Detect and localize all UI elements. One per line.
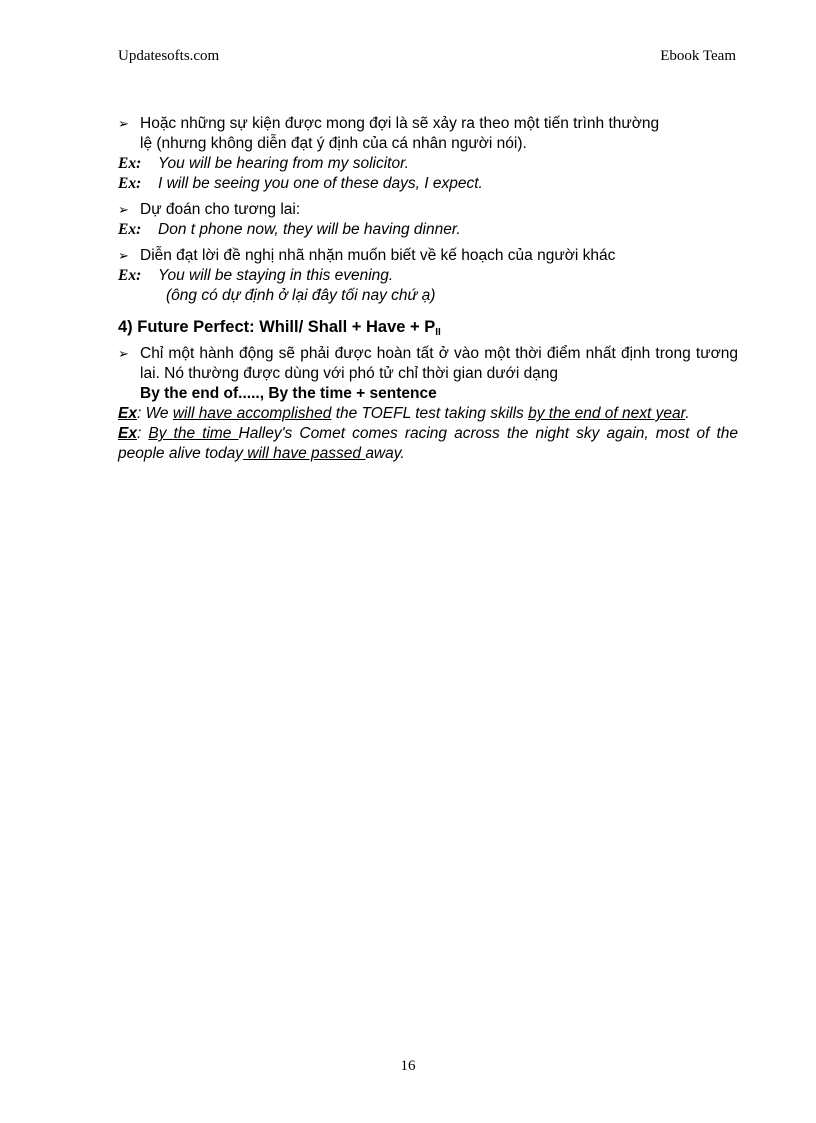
example-text: Don t phone now, they will be having dinner. <box>158 221 461 238</box>
example-label: Ex: <box>118 175 142 192</box>
bullet-text: lệ (nhưng không diễn đạt ý định của cá nhân người nói). <box>140 135 527 152</box>
example-paragraph <box>118 424 738 464</box>
example-label: Ex: <box>118 155 142 172</box>
bullet-text: Diễn đạt lời đề nghị nhã nhặn muốn biết về kế hoạch của người khác <box>140 247 616 264</box>
section-title <box>118 316 738 344</box>
example-text: I will be seeing you one of these days, I expect. <box>158 175 483 192</box>
example-line <box>118 220 738 240</box>
example-label: Ex: <box>118 221 142 238</box>
arrow-bullet-icon: ➢ <box>118 202 129 217</box>
section-title-text: 4) Future Perfect: Whill/ Shall + Have + P <box>118 318 436 336</box>
page-header <box>118 48 736 68</box>
header-team-name: Ebook Team <box>660 48 736 64</box>
example-line <box>118 266 738 286</box>
header-site-name: Updatesofts.com <box>118 48 220 64</box>
bullet-text: Hoặc những sự kiện được mong đợi là sẽ xảy ra theo một tiến trình thường <box>140 115 660 132</box>
bullet-routine-events <box>118 114 738 154</box>
example-line <box>118 174 738 194</box>
example-text: . <box>685 405 690 422</box>
example-text: You will be staying in this evening. <box>158 267 394 284</box>
example-paragraph <box>118 404 738 424</box>
bullet-future-prediction <box>118 200 738 220</box>
example-label: Ex: <box>118 267 142 284</box>
example-label: Ex <box>118 425 137 442</box>
example-text: You will be hearing from my solicitor. <box>158 155 409 172</box>
example-translation: (ông có dự định ở lại đây tối nay chứ ạ) <box>166 287 436 304</box>
example-text: Halley's Comet comes racing across the night sky again, most of the people alive today <box>118 425 738 462</box>
bullet-text: Chỉ một hành động sẽ phải được hoàn tất ở vào một thời điểm nhất định trong tương lai. Nó thường được dùng với phó tử chỉ thời gian dưới dạng <box>140 345 738 382</box>
bullet-future-perfect <box>118 344 738 404</box>
page-number: 16 <box>400 1058 416 1074</box>
example-underlined-text: By the time <box>148 425 239 442</box>
arrow-bullet-icon: ➢ <box>118 116 129 131</box>
section-title-subscript: II <box>435 327 441 338</box>
arrow-bullet-icon: ➢ <box>118 248 129 263</box>
example-text: : We <box>136 405 173 422</box>
example-underlined-text: will have passed <box>242 445 366 462</box>
bullet-bold-text: By the end of....., By the time + sentence <box>140 385 437 402</box>
example-text: away. <box>365 445 405 462</box>
example-underlined-text: will have accomplished <box>172 405 332 422</box>
example-line <box>118 154 738 174</box>
bullet-text: Dự đoán cho tương lai: <box>140 201 301 218</box>
example-underlined-text: by the end of next year <box>528 405 686 422</box>
arrow-bullet-icon: ➢ <box>118 346 129 361</box>
page-content <box>118 114 738 464</box>
bullet-polite-request <box>118 246 738 266</box>
example-text: : <box>136 425 149 442</box>
example-label: Ex <box>118 405 137 422</box>
example-text: the TOEFL test taking skills <box>331 405 529 422</box>
